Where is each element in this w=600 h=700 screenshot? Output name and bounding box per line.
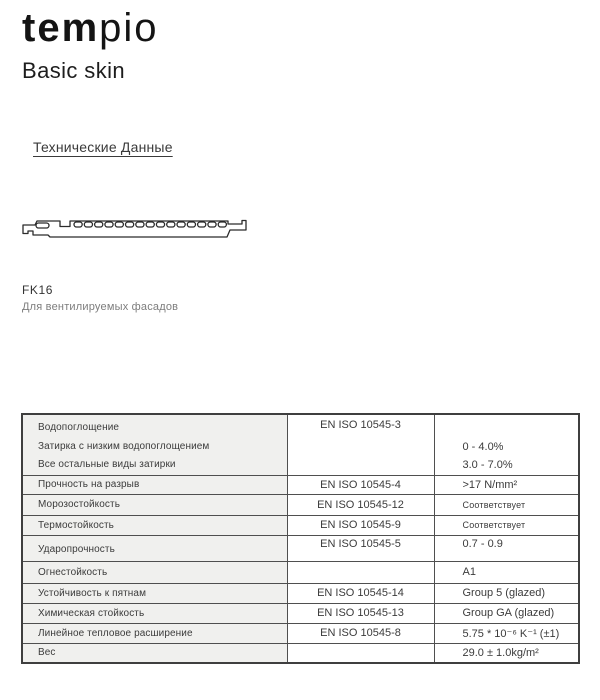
panel-cross-section-icon [20, 212, 252, 246]
value-line: 3.0 - 7.0% [462, 459, 513, 471]
brand-logo-bold: tem [22, 6, 100, 50]
standard-cell: EN ISO 10545-5 [287, 535, 434, 561]
brand-logo-light: pio [99, 6, 159, 50]
property-cell: Химическая стойкость [22, 603, 287, 623]
property-cell: Прочность на разрыв [22, 475, 287, 494]
value-cell: >17 N/mm² [434, 475, 579, 494]
profile-code: FK16 [22, 283, 54, 297]
property-cell: Ударопрочность [22, 535, 287, 561]
table-row [22, 414, 579, 475]
property-cell [22, 414, 287, 475]
standard-cell: EN ISO 10545-14 [287, 583, 434, 603]
table-row [22, 494, 579, 515]
standard-cell: EN ISO 10545-12 [287, 494, 434, 515]
table-row [22, 515, 579, 535]
value-line: 0 - 4.0% [462, 440, 504, 453]
standard-cell: EN ISO 10545-13 [287, 603, 434, 623]
property-cell: Термостойкость [22, 515, 287, 535]
table-row [22, 583, 579, 603]
property-cell: Вес [22, 643, 287, 663]
property-line: Затирка с низким водопоглощением [38, 440, 210, 452]
standard-cell: EN ISO 10545-3 [287, 414, 434, 475]
table-row [22, 623, 579, 643]
standard-cell [287, 643, 434, 663]
brand-logo [22, 4, 159, 52]
property-line: Водопоглощение [38, 422, 120, 433]
value-cell: Group 5 (glazed) [434, 583, 579, 603]
value-cell [434, 414, 579, 475]
table-row [22, 475, 579, 494]
standard-cell: EN ISO 10545-8 [287, 623, 434, 643]
value-cell: A1 [434, 561, 579, 583]
standard-cell: EN ISO 10545-4 [287, 475, 434, 494]
property-cell: Огнестойкость [22, 561, 287, 583]
value-cell: 0.7 - 0.9 [434, 535, 579, 561]
value-cell: Group GA (glazed) [434, 603, 579, 623]
profile-description: Для вентилируемых фасадов [22, 301, 179, 313]
table-row [22, 535, 579, 561]
table-row [22, 643, 579, 663]
value-cell: 5.75 * 10⁻⁶ K⁻¹ (±1) [434, 623, 579, 643]
property-cell: Устойчивость к пятнам [22, 583, 287, 603]
standard-cell [287, 561, 434, 583]
value-cell: 29.0 ± 1.0kg/m² [434, 643, 579, 663]
property-cell: Морозостойкость [22, 494, 287, 515]
property-cell: Линейное тепловое расширение [22, 623, 287, 643]
table-row [22, 561, 579, 583]
standard-cell: EN ISO 10545-9 [287, 515, 434, 535]
technical-data-table [21, 413, 580, 664]
section-title: Технические Данные [33, 139, 173, 155]
product-name: Basic skin [22, 58, 126, 83]
table-row [22, 603, 579, 623]
value-cell: Соответствует [434, 515, 579, 535]
property-line: Все остальные виды затирки [38, 459, 176, 470]
value-cell: Соответствует [434, 494, 579, 515]
value-line [463, 419, 579, 438]
